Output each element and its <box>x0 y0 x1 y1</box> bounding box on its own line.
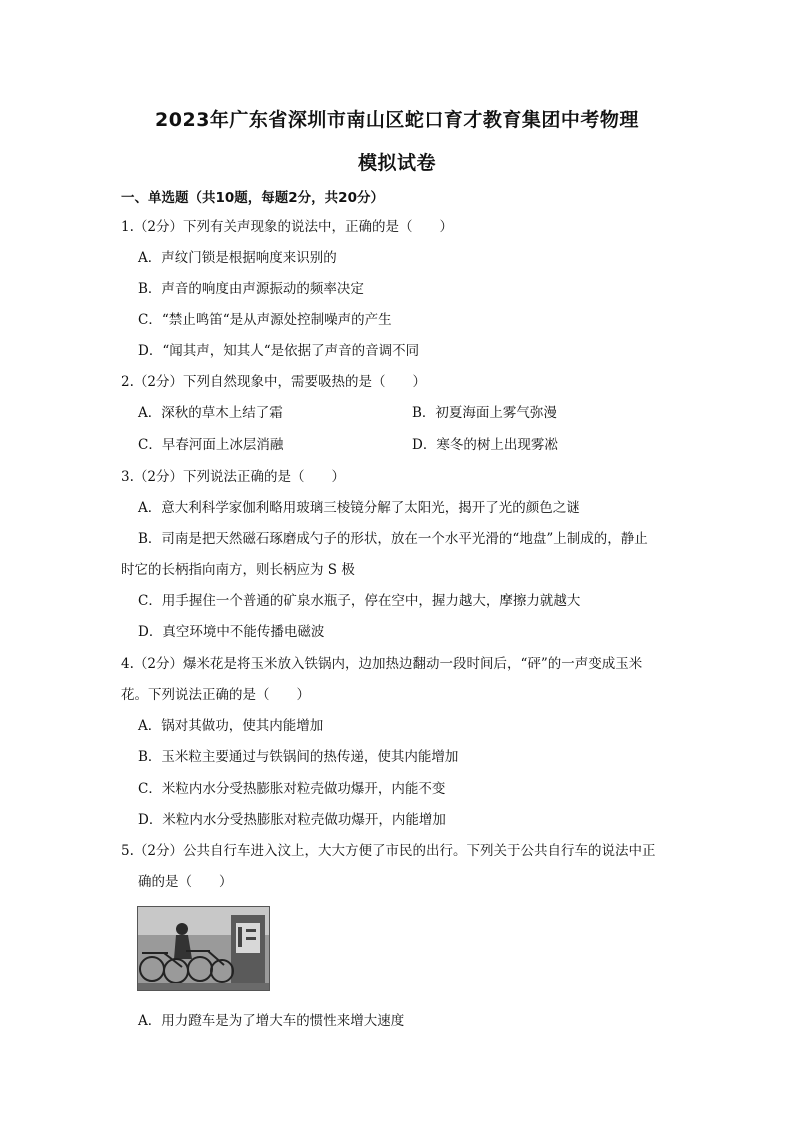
q3-option-d: D．真空环境中不能传播电磁波 <box>138 624 325 640</box>
q4-option-b: B．玉米粒主要通过与铁锅间的热传递，使其内能增加 <box>138 749 459 765</box>
q1-option-d: D．“闻其声，知其人“是依据了声音的音调不同 <box>138 343 420 359</box>
bicycle-photo <box>137 906 270 991</box>
q2-option-d: D．寒冬的树上出现雾凇 <box>412 437 558 453</box>
q5-stem-line2: 确的是（ ） <box>138 874 233 890</box>
q1-option-b: B．声音的响度由声源振动的频率决定 <box>138 281 364 297</box>
q1-option-c: C．“禁止鸣笛“是从声源处控制噪声的产生 <box>138 312 392 328</box>
q4-stem-line1: 4.（2分）爆米花是将玉米放入铁锅内，边加热边翻动一段时间后，“砰”的一声变成玉米 <box>121 656 643 672</box>
q3-option-b-line1: B．司南是把天然磁石琢磨成勺子的形状，放在一个水平光滑的“地盘”上制成的，静止 <box>138 531 648 547</box>
exam-title-line1: 2023年广东省深圳市南山区蛇口育才教育集团中考物理 <box>155 109 639 131</box>
q3-option-a: A．意大利科学家伽利略用玻璃三棱镜分解了太阳光，揭开了光的颜色之谜 <box>138 500 580 516</box>
q2-option-b: B．初夏海面上雾气弥漫 <box>412 405 557 421</box>
q5-stem-line1: 5.（2分）公共自行车进入汶上，大大方便了市民的出行。下列关于公共自行车的说法中正 <box>121 843 656 859</box>
q4-option-a: A．锅对其做功，使其内能增加 <box>138 718 324 734</box>
q5-option-a: A．用力蹬车是为了增大车的惯性来增大速度 <box>138 1013 405 1029</box>
section-heading: 一、单选题（共10题，每题2分，共20分） <box>121 190 384 206</box>
q1-stem: 1.（2分）下列有关声现象的说法中，正确的是（ ） <box>121 219 453 235</box>
q4-option-c: C．米粒内水分受热膨胀对粒壳做功爆开，内能不变 <box>138 781 446 797</box>
bicycle-photo-drawing <box>138 907 269 990</box>
q3-option-c: C．用手握住一个普通的矿泉水瓶子，停在空中，握力越大，摩擦力就越大 <box>138 593 581 609</box>
q4-stem-line2: 花。下列说法正确的是（ ） <box>121 687 310 703</box>
q3-stem: 3.（2分）下列说法正确的是（ ） <box>121 469 345 485</box>
exam-title-line2: 模拟试卷 <box>357 152 436 174</box>
q2-option-c: C．早春河面上冰层消融 <box>138 437 284 453</box>
q3-option-b-line2: 时它的长柄指向南方，则长柄应为 S 极 <box>121 562 355 578</box>
q2-stem: 2.（2分）下列自然现象中，需要吸热的是（ ） <box>121 374 426 390</box>
q2-option-a: A．深秋的草木上结了霜 <box>138 405 283 421</box>
q4-option-d: D．米粒内水分受热膨胀对粒壳做功爆开，内能增加 <box>138 812 446 828</box>
q1-option-a: A．声纹门锁是根据响度来识别的 <box>138 250 337 266</box>
